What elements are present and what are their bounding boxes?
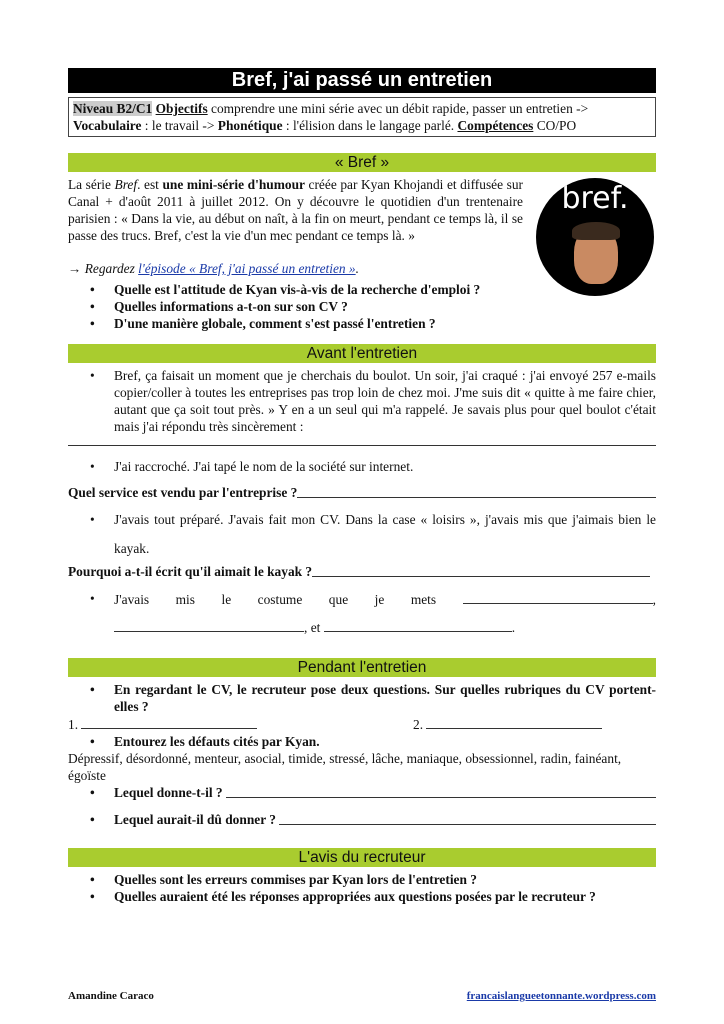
footer xyxy=(68,990,656,1002)
avant-list-3 xyxy=(68,505,656,563)
bref-text-c: . est xyxy=(137,177,163,192)
word: mis xyxy=(175,592,195,607)
answer-line[interactable] xyxy=(68,435,656,446)
question-kayak xyxy=(68,563,650,580)
question-text: • Lequel donne-t-il ? xyxy=(114,785,223,800)
answer-line[interactable] xyxy=(297,484,656,498)
word: mets xyxy=(410,592,437,607)
word: • J'avais xyxy=(114,592,150,607)
list-item xyxy=(114,784,656,801)
list-item xyxy=(114,590,656,636)
avant-list-4 xyxy=(68,590,656,636)
avis-questions xyxy=(68,871,656,905)
episode-link[interactable]: l'épisode « Bref, j'ai passé un entretien » xyxy=(138,261,356,276)
answer-number: 2. xyxy=(413,717,424,732)
info-box xyxy=(68,97,656,137)
avant-list-1 xyxy=(68,367,656,435)
vocab-text: : le travail -> xyxy=(141,118,218,133)
worksheet-page xyxy=(68,68,656,905)
comp-text: CO/PO xyxy=(533,118,577,133)
level-label: Niveau B2/C1 xyxy=(73,101,153,116)
list-item: • Quelle est l'attitude de Kyan vis-à-vis de la recherche d'emploi ? xyxy=(114,281,656,298)
answer-line[interactable] xyxy=(312,563,650,577)
bref-text-a: La série xyxy=(68,177,115,192)
connector: , et xyxy=(304,620,324,635)
answer-line[interactable] xyxy=(114,618,304,632)
answer-number: 1. xyxy=(68,717,79,732)
question-text: Pourquoi a-t-il écrit qu'il aimait le kayak ? xyxy=(68,564,313,579)
comp-label: Compétences xyxy=(457,118,534,133)
list-item: • Entourez les défauts cités par Kyan. xyxy=(114,733,656,750)
word: le xyxy=(221,592,232,607)
list-item: • Quelles informations a-t-on sur son CV ? xyxy=(114,298,656,315)
answer-line[interactable] xyxy=(279,811,656,825)
objectifs-text: comprendre une mini série avec un débit rapide, passer un entretien -> xyxy=(207,101,589,116)
hair-illustration xyxy=(572,222,620,240)
word: costume xyxy=(257,592,303,607)
rubriques-answers xyxy=(68,715,656,733)
answer-line[interactable] xyxy=(463,590,653,604)
objectifs-label: Objectifs xyxy=(155,101,208,116)
section-pendant: Pendant l'entretien xyxy=(68,658,656,677)
avant-list-2 xyxy=(68,458,656,475)
bref-text-e: créée par Kyan Khojandi et diffusée sur Canal + d'août 2011 à juillet 2012. On y découvre le quotidien d'un trentenaire parisien : « Dans la vie, au début on naît, à la fin on meurt, pendant ce temps là, il se passe des trucs. Bref, c'est la vie d'un mec pendant ce temps là. » xyxy=(68,177,523,243)
bref-questions xyxy=(68,281,656,332)
watch-prefix: → Regardez xyxy=(68,261,139,276)
list-item: • J'avais tout préparé. J'avais fait mon CV. Dans la case « loisirs », j'avais mis que j'aimais bien le kayak. xyxy=(114,505,656,563)
list-item: • Quelles auraient été les réponses appropriées aux questions posées par le recruteur ? xyxy=(114,888,656,905)
period: . xyxy=(511,620,516,635)
costume-line-2 xyxy=(114,618,656,636)
section-bref: « Bref » xyxy=(68,153,656,172)
section-avant: Avant l'entretien xyxy=(68,344,656,363)
vocab-label: Vocabulaire xyxy=(73,118,142,133)
footer-site-link[interactable]: francaislangueetonnante.wordpress.com xyxy=(466,990,656,1002)
section-avis: L'avis du recruteur xyxy=(68,848,656,867)
pendant-list-3 xyxy=(68,784,656,801)
bref-logo-image xyxy=(536,178,654,296)
question-service xyxy=(68,484,656,501)
defauts-list: Dépressif, désordonné, menteur, asocial, timide, stressé, lâche, maniaque, obsessionnel, radin, fainéant, égoïste xyxy=(68,751,622,783)
answer-line[interactable] xyxy=(81,715,257,729)
list-item: • Quelles sont les erreurs commises par Kyan lors de l'entretien ? xyxy=(114,871,656,888)
bref-text-bold: une mini-série d'humour xyxy=(162,177,305,192)
pendant-list-1 xyxy=(68,681,656,715)
bref-logo-text: bref. xyxy=(561,181,629,216)
footer-author: Amandine Caraco xyxy=(68,990,154,1002)
list-item: • Bref, ça faisait un moment que je cherchais du boulot. Un soir, j'ai craqué : j'ai envoyé 257 e-mails copier/coller à toutes les entreprises pas trop loin de chez moi. J'me suis dit « quitte à me faire chier, autant que ça soit tout près. » Y en a un seul qui m'a rappelé. Je savais plus pour quel boulot c'était mais j'ai répondu très sincèrement : xyxy=(114,367,656,435)
phon-label: Phonétique xyxy=(217,118,283,133)
costume-line xyxy=(114,590,656,608)
pendant-list-2 xyxy=(68,733,656,750)
word: je xyxy=(374,592,385,607)
bref-series-name: Bref xyxy=(114,177,138,192)
phon-text: : l'élision dans le langage parlé. xyxy=(282,118,458,133)
answer-line[interactable] xyxy=(226,784,656,798)
bref-paragraph xyxy=(68,176,523,244)
question-text: • Lequel aurait-il dû donner ? xyxy=(114,812,276,827)
watch-suffix: . xyxy=(355,261,359,276)
word: que xyxy=(328,592,349,607)
pendant-list-4 xyxy=(68,811,656,828)
list-item xyxy=(114,811,656,828)
comma: , xyxy=(652,592,656,607)
question-text: Quel service est vendu par l'entreprise ? xyxy=(68,485,298,500)
list-item: • J'ai raccroché. J'ai tapé le nom de la société sur internet. xyxy=(114,458,656,475)
answer-line[interactable] xyxy=(324,618,512,632)
list-item: • En regardant le CV, le recruteur pose deux questions. Sur quelles rubriques du CV portent-elles ? xyxy=(114,681,656,715)
page-title: Bref, j'ai passé un entretien xyxy=(68,68,656,93)
answer-line[interactable] xyxy=(426,715,602,729)
list-item: • D'une manière globale, comment s'est passé l'entretien ? xyxy=(114,315,656,332)
